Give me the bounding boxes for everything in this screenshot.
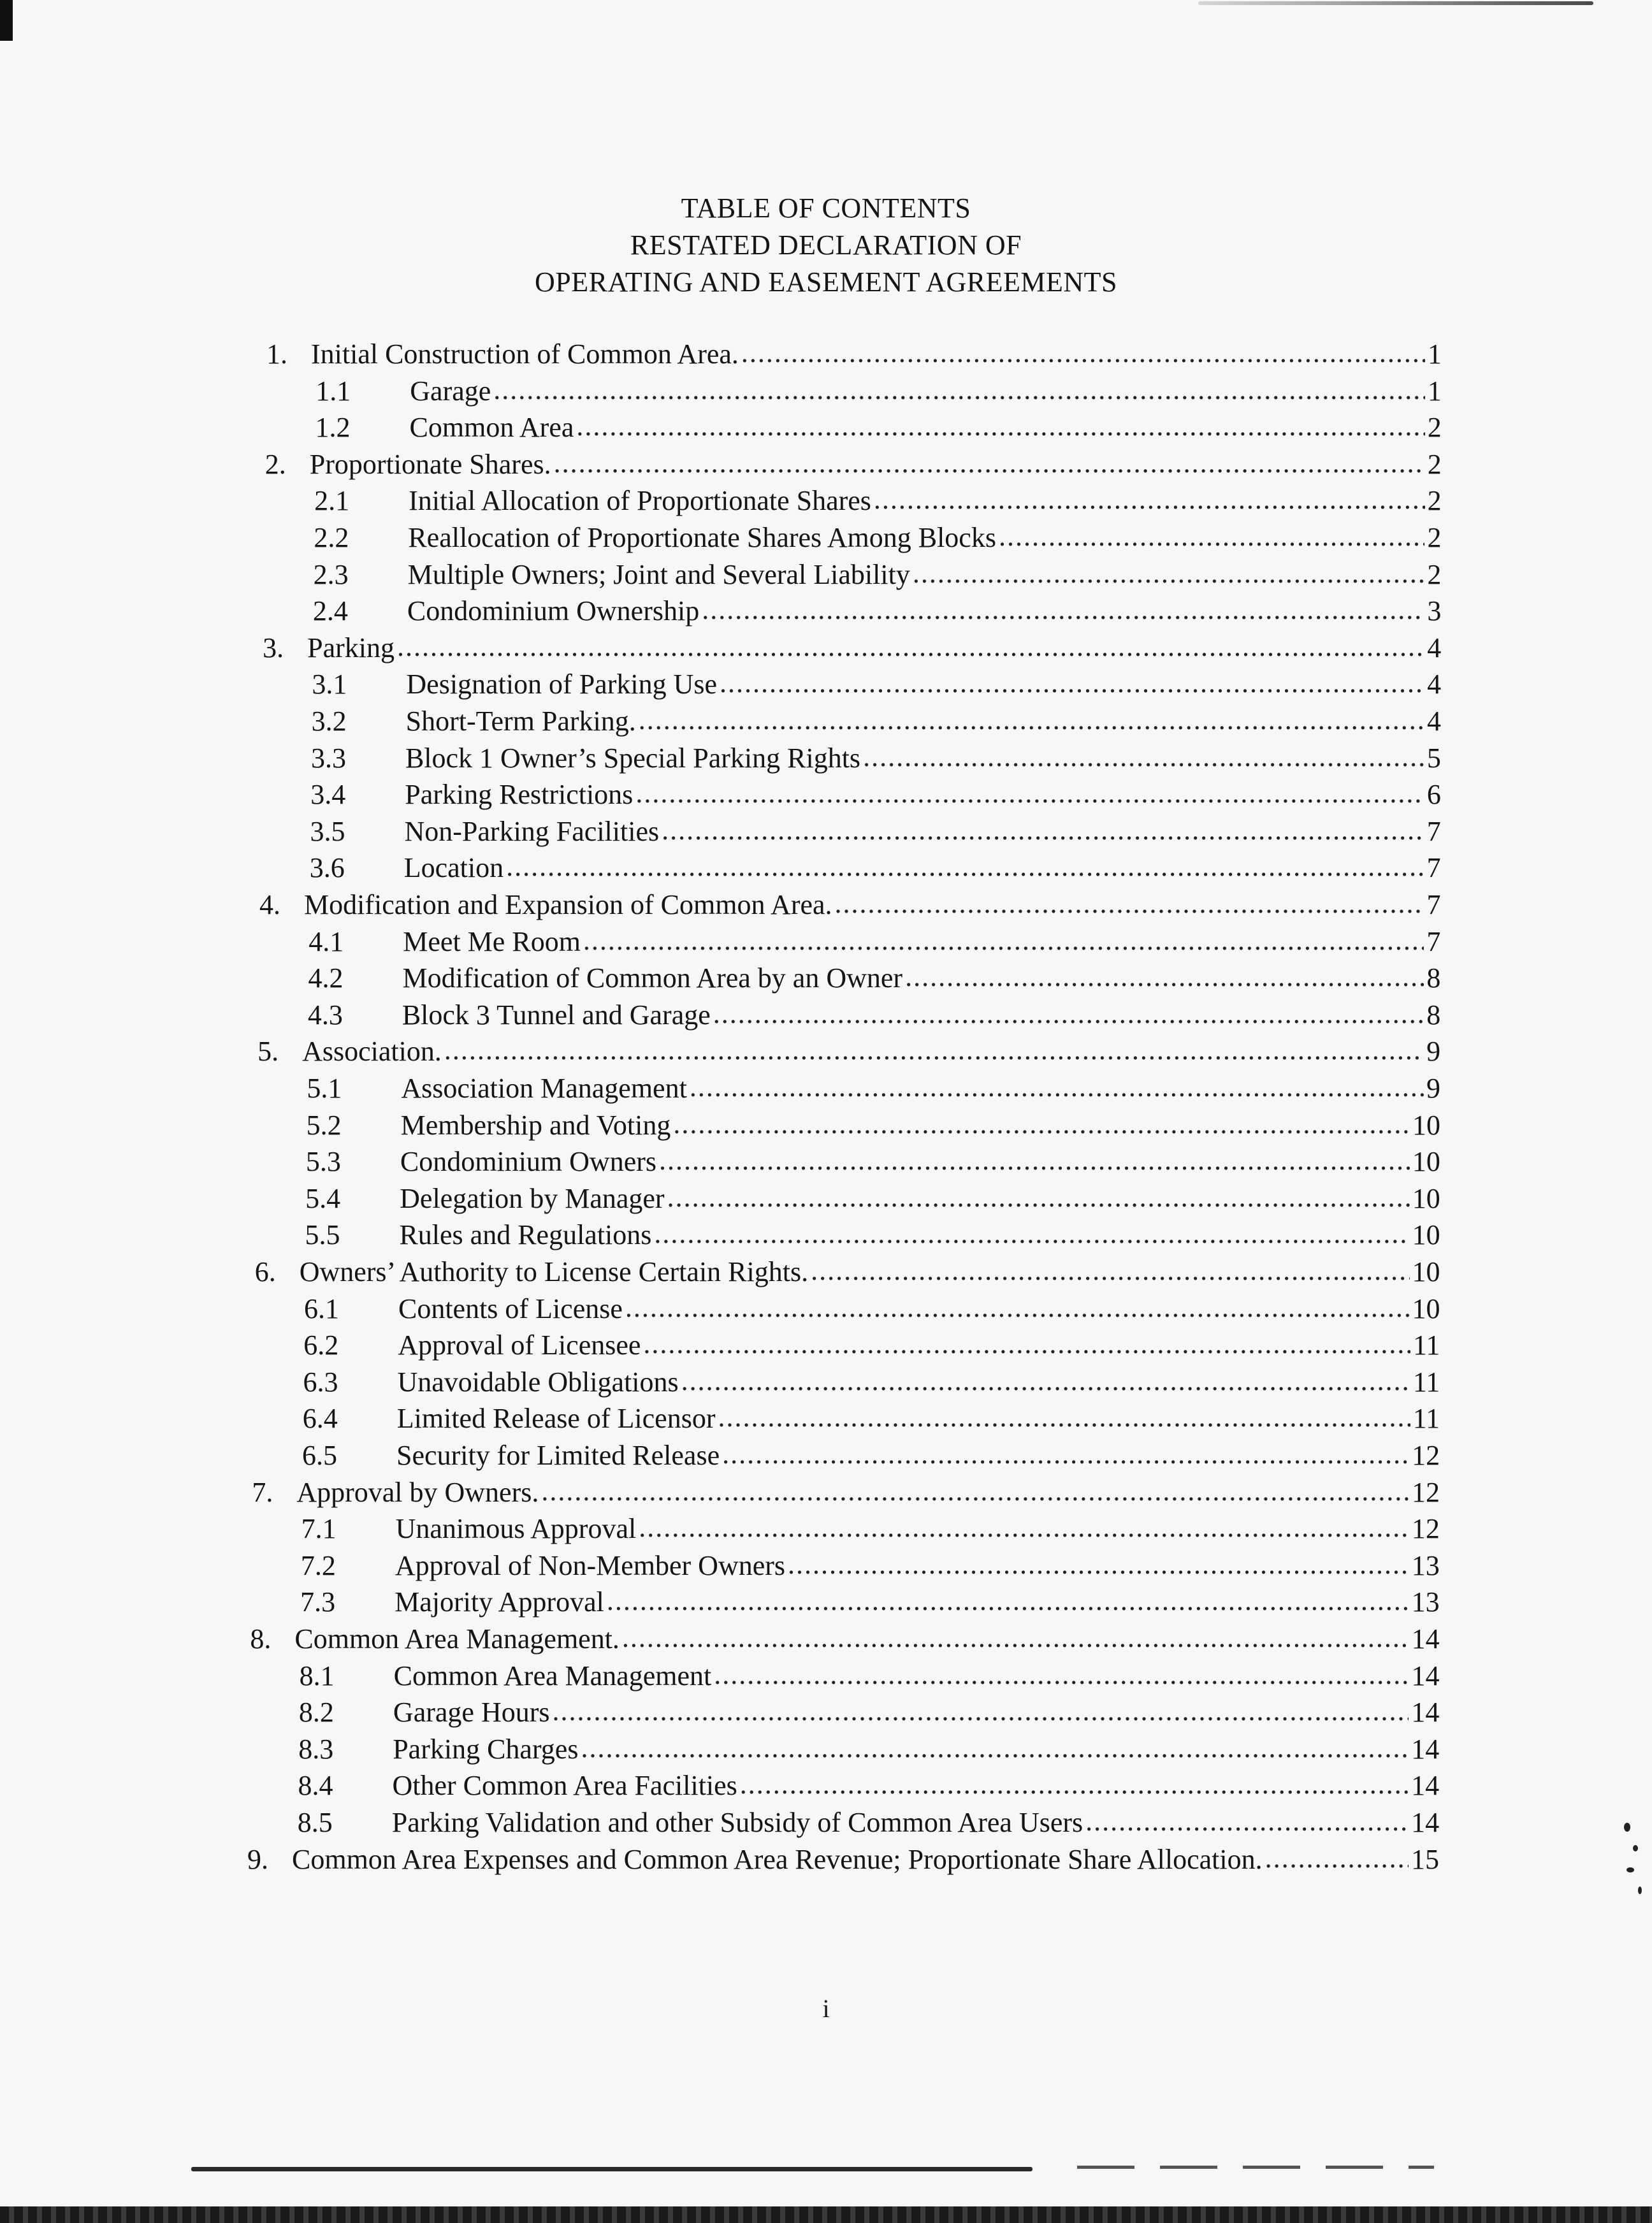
page-number: i: [822, 1994, 830, 2023]
toc-dot-leader: [681, 1363, 1410, 1400]
toc-dot-leader: [553, 1693, 1409, 1730]
toc-entry-number: 6.2: [303, 1329, 339, 1361]
toc-dot-leader: [397, 628, 1424, 665]
toc-subsection-entry: [311, 740, 1441, 777]
table-of-contents: [0, 336, 1652, 1910]
toc-entry-page: 13: [1411, 1586, 1440, 1618]
toc-entry-page: 11: [1412, 1403, 1440, 1435]
toc-entry-title: Other Common Area Facilities: [392, 1770, 737, 1802]
toc-dot-leader: [714, 1656, 1409, 1693]
toc-entry-number: 6.5: [302, 1440, 338, 1471]
toc-entry-title: Common Area Expenses and Common Area Revenue; Proportionate Share Allocation.: [292, 1843, 1263, 1875]
toc-entry-title: Contents of License: [398, 1293, 623, 1324]
toc-entry-title: Owners’ Authority to License Certain Rights.: [299, 1256, 809, 1287]
toc-entry-title: Location: [403, 852, 504, 884]
toc-entry-number: 5.4: [305, 1182, 341, 1214]
toc-entry-title: Block 1 Owner’s Special Parking Rights: [405, 742, 861, 774]
toc-entry-number: 2.2: [314, 522, 349, 553]
toc-entry-page: 13: [1411, 1549, 1440, 1581]
toc-dot-leader: [654, 1215, 1409, 1252]
toc-entry-title: Parking Restrictions: [405, 779, 634, 811]
toc-dot-leader: [554, 445, 1425, 482]
toc-subsection-entry: [314, 482, 1442, 519]
toc-entry-number: 8.: [250, 1623, 272, 1655]
toc-entry-title: Common Area Management.: [294, 1623, 620, 1655]
toc-dot-leader: [718, 1399, 1410, 1436]
toc-entry-title: Garage Hours: [393, 1697, 550, 1728]
toc-section-entry: [259, 887, 1441, 923]
toc-entry-page: 9: [1426, 1073, 1441, 1104]
toc-entry-number: 4.1: [308, 925, 344, 957]
toc-subsection-entry: [298, 1767, 1439, 1804]
toc-entry-page: 2: [1427, 558, 1442, 590]
toc-entry-page: 14: [1411, 1807, 1440, 1838]
toc-entry-page: 11: [1412, 1366, 1440, 1398]
header-title: TABLE OF CONTENTS: [681, 192, 971, 224]
document-header: [0, 190, 1652, 301]
toc-entry-page: 6: [1426, 779, 1441, 811]
toc-dot-leader: [1085, 1803, 1409, 1840]
toc-entry-title: Modification and Expansion of Common Area.: [304, 889, 832, 920]
toc-subsection-entry: [315, 409, 1442, 446]
toc-entry-title: Common Area: [409, 412, 574, 444]
toc-section-entry: [252, 1474, 1440, 1511]
toc-entry-page: 2: [1427, 448, 1442, 480]
toc-dot-leader: [913, 555, 1425, 592]
toc-entry-number: 5.: [257, 1036, 279, 1068]
toc-entry-number: 3.6: [309, 852, 345, 884]
toc-entry-page: 12: [1412, 1440, 1440, 1471]
toc-entry-number: 7.1: [301, 1513, 337, 1545]
toc-entry-page: 2: [1427, 522, 1442, 553]
toc-entry-number: 4.: [259, 889, 281, 920]
toc-entry-title: Reallocation of Proportionate Shares Among Blocks: [408, 522, 996, 553]
toc-subsection-entry: [305, 1217, 1440, 1254]
toc-dot-leader: [741, 335, 1425, 372]
toc-entry-page: 10: [1412, 1182, 1440, 1214]
toc-entry-number: 8.3: [298, 1733, 334, 1765]
toc-dot-leader: [874, 481, 1425, 518]
toc-entry-title: Association.: [302, 1036, 442, 1068]
toc-entry-title: Multiple Owners; Joint and Several Liability: [407, 558, 910, 590]
toc-subsection-entry: [303, 1400, 1440, 1437]
toc-dot-leader: [720, 665, 1424, 702]
toc-entry-page: 7: [1426, 925, 1441, 957]
toc-dot-leader: [835, 885, 1424, 922]
toc-subsection-entry: [306, 1143, 1440, 1180]
toc-entry-number: 5.3: [305, 1146, 341, 1178]
toc-entry-page: 1: [1427, 375, 1442, 407]
toc-entry-number: 8.1: [299, 1660, 335, 1691]
toc-entry-number: 4.2: [308, 962, 344, 994]
toc-subsection-entry: [312, 666, 1441, 703]
scan-artifact-corner: [0, 0, 13, 41]
toc-dot-leader: [740, 1766, 1409, 1803]
toc-entry-number: 2.: [264, 448, 286, 480]
toc-subsection-entry: [302, 1437, 1440, 1474]
toc-dot-leader: [639, 702, 1424, 739]
toc-dot-leader: [541, 1473, 1409, 1510]
toc-dot-leader: [659, 1142, 1410, 1179]
toc-entry-title: Approval of Non-Member Owners: [395, 1549, 786, 1581]
toc-entry-title: Initial Allocation of Proportionate Shares: [409, 485, 871, 517]
toc-subsection-entry: [314, 556, 1442, 593]
toc-subsection-entry: [301, 1510, 1440, 1547]
toc-entry-page: 10: [1412, 1146, 1440, 1178]
toc-subsection-entry: [307, 1070, 1440, 1107]
toc-subsection-entry: [313, 593, 1441, 630]
toc-section-entry: [250, 1621, 1439, 1658]
toc-subsection-entry: [300, 1658, 1440, 1695]
toc-entry-title: Unavoidable Obligations: [397, 1366, 679, 1398]
toc-dot-leader: [702, 591, 1424, 628]
toc-entry-page: 11: [1412, 1329, 1440, 1361]
toc-entry-page: 14: [1411, 1697, 1440, 1728]
toc-entry-number: 7.2: [300, 1549, 336, 1581]
toc-entry-number: 8.2: [298, 1697, 334, 1728]
toc-dot-leader: [673, 1106, 1410, 1143]
toc-entry-number: 3.5: [310, 815, 345, 847]
toc-entry-page: 14: [1411, 1733, 1440, 1765]
toc-entry-page: 10: [1412, 1256, 1440, 1287]
scan-artifact-bottom-line: [191, 2167, 1032, 2171]
toc-entry-page: 8: [1426, 999, 1441, 1031]
toc-entry-title: Initial Construction of Common Area.: [311, 338, 739, 370]
toc-entry-number: 4.3: [307, 999, 343, 1031]
toc-dot-leader: [713, 996, 1424, 1032]
toc-section-entry: [266, 336, 1442, 373]
toc-entry-title: Common Area Management: [393, 1660, 712, 1691]
toc-entry-title: Meet Me Room: [403, 925, 581, 957]
toc-entry-title: Non-Parking Facilities: [404, 815, 660, 847]
toc-entry-title: Limited Release of Licensor: [396, 1403, 716, 1435]
toc-subsection-entry: [308, 923, 1440, 960]
toc-entry-page: 4: [1427, 706, 1441, 737]
toc-entry-title: Garage: [410, 375, 491, 407]
toc-entry-number: 3.1: [312, 669, 347, 700]
toc-entry-page: 8: [1426, 962, 1441, 994]
toc-entry-page: 2: [1427, 412, 1442, 444]
scan-artifact-bottom-edge: [0, 2206, 1652, 2223]
toc-entry-number: 6.3: [303, 1366, 338, 1398]
toc-entry-page: 10: [1412, 1219, 1440, 1251]
toc-dot-leader: [643, 1326, 1410, 1363]
toc-entry-page: 14: [1411, 1660, 1440, 1691]
toc-dot-leader: [999, 518, 1425, 555]
toc-subsection-entry: [308, 997, 1440, 1034]
toc-subsection-entry: [312, 703, 1441, 740]
toc-section-entry: [247, 1841, 1439, 1878]
toc-entry-number: 6.: [254, 1256, 276, 1287]
toc-entry-page: 5: [1426, 742, 1441, 774]
toc-entry-page: 1: [1428, 338, 1442, 370]
toc-subsection-entry: [308, 960, 1441, 997]
toc-entry-number: 2.4: [312, 595, 348, 627]
toc-entry-title: Association Management: [401, 1073, 687, 1104]
toc-dot-leader: [583, 922, 1424, 959]
scan-artifact-top-line: [1198, 1, 1593, 5]
toc-subsection-entry: [303, 1364, 1440, 1401]
toc-dot-leader: [863, 739, 1424, 776]
toc-subsection-entry: [303, 1327, 1440, 1364]
toc-entry-title: Majority Approval: [395, 1586, 604, 1618]
toc-dot-leader: [622, 1619, 1409, 1656]
toc-entry-number: 5.5: [305, 1219, 340, 1251]
toc-entry-number: 6.4: [302, 1403, 338, 1435]
header-subtitle-2: OPERATING AND EASEMENT AGREEMENTS: [534, 266, 1118, 298]
header-subtitle-1: RESTATED DECLARATION OF: [630, 229, 1022, 261]
toc-dot-leader: [639, 1509, 1409, 1546]
toc-subsection-entry: [314, 519, 1441, 556]
toc-dot-leader: [1265, 1840, 1409, 1877]
toc-entry-page: 7: [1426, 889, 1441, 920]
toc-subsection-entry: [310, 776, 1441, 813]
toc-entry-number: 3.4: [310, 779, 346, 811]
toc-entry-number: 8.5: [297, 1807, 333, 1838]
toc-entry-number: 9.: [247, 1843, 268, 1875]
toc-entry-page: 10: [1412, 1109, 1440, 1141]
toc-entry-page: 14: [1411, 1770, 1440, 1802]
toc-entry-page: 15: [1411, 1843, 1439, 1875]
toc-subsection-entry: [298, 1731, 1439, 1768]
toc-entry-number: 3.2: [311, 706, 347, 737]
toc-dot-leader: [788, 1546, 1409, 1583]
toc-entry-title: Condominium Owners: [400, 1146, 656, 1178]
toc-entry-title: Modification of Common Area by an Owner: [402, 962, 903, 994]
toc-entry-page: 3: [1427, 595, 1442, 627]
toc-entry-title: Parking: [307, 632, 395, 663]
toc-entry-number: 1.2: [315, 412, 351, 444]
toc-subsection-entry: [304, 1291, 1440, 1328]
toc-entry-page: 2: [1427, 485, 1442, 517]
toc-entry-page: 7: [1426, 852, 1441, 884]
toc-entry-number: 3.: [263, 632, 284, 663]
toc-entry-title: Parking Validation and other Subsidy of Common Area Users: [391, 1807, 1083, 1838]
toc-subsection-entry: [298, 1804, 1439, 1841]
toc-entry-number: 2.3: [313, 558, 349, 590]
toc-entry-number: 1.1: [315, 375, 351, 407]
toc-dot-leader: [444, 1032, 1424, 1069]
toc-section-entry: [257, 1033, 1440, 1070]
toc-entry-title: Unanimous Approval: [395, 1513, 637, 1545]
toc-subsection-entry: [301, 1547, 1440, 1584]
toc-entry-title: Rules and Regulations: [399, 1219, 652, 1251]
toc-entry-title: Parking Charges: [393, 1733, 579, 1765]
toc-entry-page: 7: [1426, 815, 1441, 847]
toc-entry-title: Proportionate Shares.: [309, 448, 551, 480]
toc-dot-leader: [690, 1069, 1424, 1106]
toc-subsection-entry: [310, 813, 1440, 850]
toc-section-entry: [255, 1254, 1440, 1291]
toc-dot-leader: [635, 775, 1424, 812]
toc-subsection-entry: [305, 1180, 1440, 1217]
toc-dot-leader: [811, 1252, 1409, 1289]
toc-entry-page: 4: [1427, 632, 1442, 663]
toc-entry-title: Designation of Parking Use: [406, 669, 717, 700]
toc-subsection-entry: [307, 1107, 1440, 1144]
toc-dot-leader: [607, 1582, 1409, 1619]
toc-entry-number: 7.3: [300, 1586, 336, 1618]
toc-dot-leader: [662, 812, 1424, 849]
toc-subsection-entry: [315, 373, 1442, 410]
toc-dot-leader: [506, 848, 1424, 885]
toc-entry-title: Security for Limited Release: [396, 1440, 720, 1471]
toc-entry-title: Approval by Owners.: [296, 1476, 539, 1508]
toc-entry-title: Block 3 Tunnel and Garage: [402, 999, 711, 1031]
toc-dot-leader: [667, 1179, 1410, 1216]
toc-entry-title: Condominium Ownership: [407, 595, 700, 627]
toc-entry-page: 10: [1412, 1293, 1440, 1324]
toc-dot-leader: [493, 372, 1425, 409]
toc-entry-number: 3.3: [310, 742, 346, 774]
toc-entry-page: 4: [1427, 669, 1442, 700]
toc-entry-page: 12: [1411, 1476, 1440, 1508]
toc-entry-number: 7.: [252, 1476, 273, 1508]
toc-dot-leader: [576, 408, 1424, 445]
toc-subsection-entry: [299, 1694, 1439, 1731]
toc-dot-leader: [625, 1289, 1410, 1326]
toc-entry-number: 2.1: [314, 485, 350, 517]
toc-entry-number: 8.4: [298, 1770, 333, 1802]
toc-entry-number: 6.1: [303, 1293, 339, 1324]
toc-entry-page: 12: [1411, 1513, 1440, 1545]
toc-entry-number: 5.1: [307, 1073, 342, 1104]
toc-entry-title: Membership and Voting: [400, 1109, 671, 1141]
toc-subsection-entry: [310, 850, 1441, 887]
toc-entry-title: Short-Term Parking.: [405, 706, 636, 737]
toc-entry-number: 5.2: [306, 1109, 342, 1141]
scan-artifact-bottom-dashes: [1077, 2166, 1434, 2169]
toc-dot-leader: [581, 1730, 1409, 1767]
toc-dot-leader: [722, 1436, 1409, 1473]
toc-subsection-entry: [300, 1584, 1440, 1621]
toc-dot-leader: [905, 959, 1424, 996]
toc-entry-title: Delegation by Manager: [400, 1182, 665, 1214]
toc-entry-number: 1.: [266, 338, 287, 370]
toc-section-entry: [265, 446, 1442, 483]
toc-entry-page: 9: [1426, 1036, 1441, 1068]
toc-entry-title: Approval of Licensee: [398, 1329, 641, 1361]
toc-section-entry: [263, 630, 1441, 667]
toc-entry-page: 14: [1411, 1623, 1440, 1655]
